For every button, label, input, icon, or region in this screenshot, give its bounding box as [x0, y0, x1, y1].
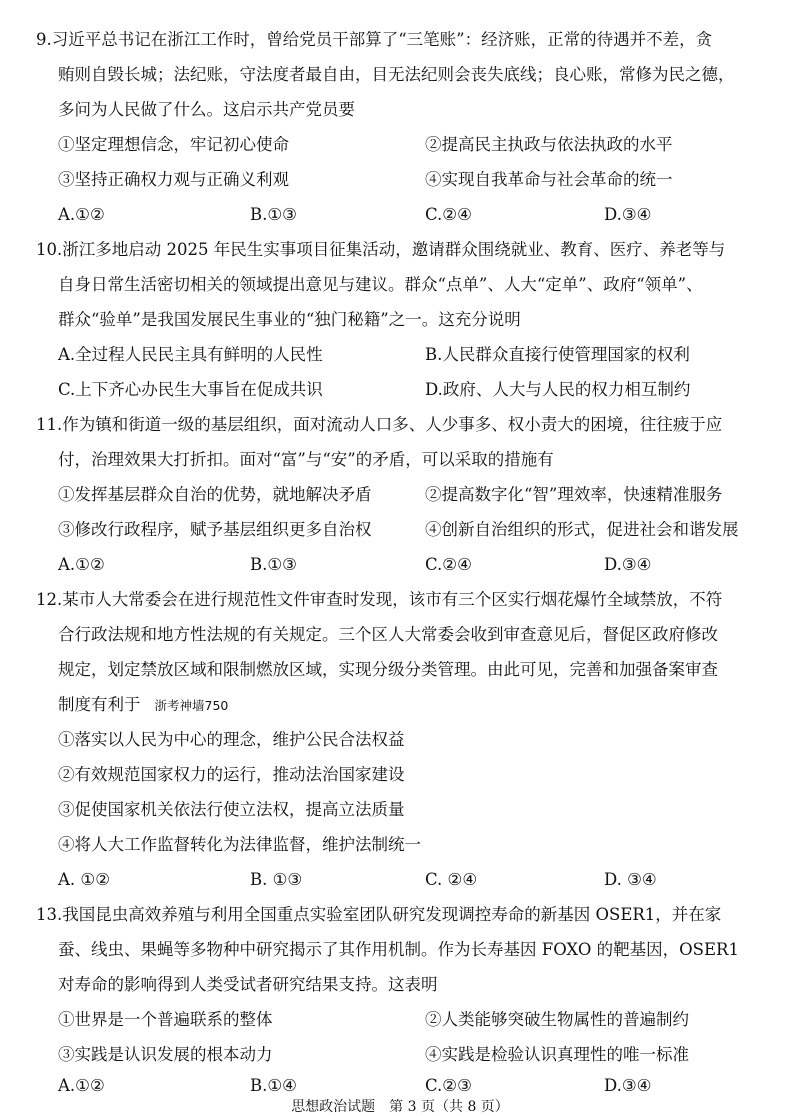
question-stem-line: 11.作为镇和街道一级的基层组织，面对流动人口多、人少事多、权小责大的困境，往往疲于应	[36, 415, 723, 434]
question-stem-line: 9.习近平总书记在浙江工作时，曾给党员干部算了“三笔账”：经济账，正常的待遇并不差，贪	[36, 30, 713, 49]
page-footer: 思想政治试题 第 3 页（共 8 页）	[291, 1099, 509, 1115]
statement-item: ④实践是检验认识真理性的唯一标准	[425, 1045, 689, 1064]
statement-item: ①落实以人民为中心的理念，维护公民合法权益	[58, 730, 405, 749]
choice-a: A.全过程人民民主具有鲜明的人民性	[58, 345, 323, 364]
question-stem-line: 群众“验单”是我国发展民生事业的“独门秘籍”之一。这充分说明	[58, 310, 521, 329]
statement-item: ④将人大工作监督转化为法律监督，维护法制统一	[58, 835, 421, 854]
choice-d: D.③④	[604, 1076, 652, 1095]
question-stem-line: 自身日常生活密切相关的领域提出意见与建议。群众“点单”、人大“定单”、政府“领单”、	[58, 275, 703, 294]
question-stem-line: 蚕、线虫、果蝇等多物种中研究揭示了其作用机制。作为长寿基因 FOXO 的靶基因，OSER1	[58, 940, 739, 959]
question-stem-line: 多问为人民做了什么。这启示共产党员要	[58, 100, 355, 119]
statement-item: ③实践是认识发展的根本动力	[58, 1045, 273, 1064]
choice-b: B.①③	[250, 205, 297, 224]
choice-d: D.③④	[604, 555, 652, 574]
statement-item: ①世界是一个普遍联系的整体	[58, 1010, 273, 1029]
question-stem-line: 规定，划定禁放区域和限制燃放区域，实现分级分类管理。由此可见，完善和加强备案审查	[58, 660, 718, 679]
statement-item: ②人类能够突破生物属性的普遍制约	[425, 1010, 689, 1029]
statement-item: ④实现自我革命与社会革命的统一	[425, 170, 673, 189]
choice-d: D. ③④	[604, 870, 657, 889]
question-stem-line: 合行政法规和地方性法规的有关规定。三个区人大常委会收到审查意见后，督促区政府修改	[58, 625, 718, 644]
watermark-text: 浙考神墙750	[154, 698, 229, 713]
statement-item: ①发挥基层群众自治的优势，就地解决矛盾	[58, 485, 372, 504]
statement-item: ③促使国家机关依法行使立法权，提高立法质量	[58, 800, 405, 819]
choice-d: D.③④	[604, 205, 652, 224]
choice-a: A.①②	[58, 555, 105, 574]
question-stem-line: 付，治理效果大打折扣。面对“富”与“安”的矛盾，可以采取的措施有	[58, 450, 554, 469]
question-stem-line: 10.浙江多地启动 2025 年民生实事项目征集活动，邀请群众围绕就业、教育、医疗、养老等与	[36, 240, 726, 259]
statement-item: ③修改行政程序，赋予基层组织更多自治权	[58, 520, 372, 539]
choice-a: A.①②	[58, 1076, 105, 1095]
choice-b: B.①③	[250, 555, 297, 574]
statement-item: ②提高民主执政与依法执政的水平	[425, 135, 673, 154]
question-stem-line: 13.我国昆虫高效养殖与利用全国重点实验室团队研究发现调控寿命的新基因 OSER1，并在家	[36, 905, 722, 924]
choice-c: C.②③	[425, 1076, 472, 1095]
choice-c: C.②④	[425, 205, 472, 224]
choice-b: B. ①③	[250, 870, 303, 889]
question-stem-line: 贿则自毁长城；法纪账，守法度者最自由，目无法纪则会丧失底线；良心账，常修为民之德，	[58, 65, 735, 84]
choice-c: C.上下齐心办民生大事旨在促成共识	[58, 380, 323, 399]
question-stem-line: 12.某市人大常委会在进行规范性文件审查时发现，该市有三个区实行烟花爆竹全域禁放，不符	[36, 590, 723, 609]
choice-b: B.①④	[250, 1076, 297, 1095]
choice-c: C.②④	[425, 555, 472, 574]
question-stem-line: 对寿命的影响得到人类受试者研究结果支持。这表明	[58, 975, 438, 994]
question-stem-line: 制度有利于 浙考神墙750	[58, 695, 229, 714]
statement-item: ②提高数字化“智”理效率，快速精准服务	[425, 485, 723, 504]
choice-a: A.①②	[58, 205, 105, 224]
statement-item: ②有效规范国家权力的运行，推动法治国家建设	[58, 765, 405, 784]
choice-d: D.政府、人大与人民的权力相互制约	[425, 380, 691, 399]
statement-item: ③坚持正确权力观与正确义利观	[58, 170, 289, 189]
statement-item: ①坚定理想信念，牢记初心使命	[58, 135, 289, 154]
statement-item: ④创新自治组织的形式，促进社会和谐发展	[425, 520, 739, 539]
choice-b: B.人民群众直接行使管理国家的权利	[425, 345, 690, 364]
choice-a: A. ①②	[58, 870, 110, 889]
choice-c: C. ②④	[425, 870, 478, 889]
